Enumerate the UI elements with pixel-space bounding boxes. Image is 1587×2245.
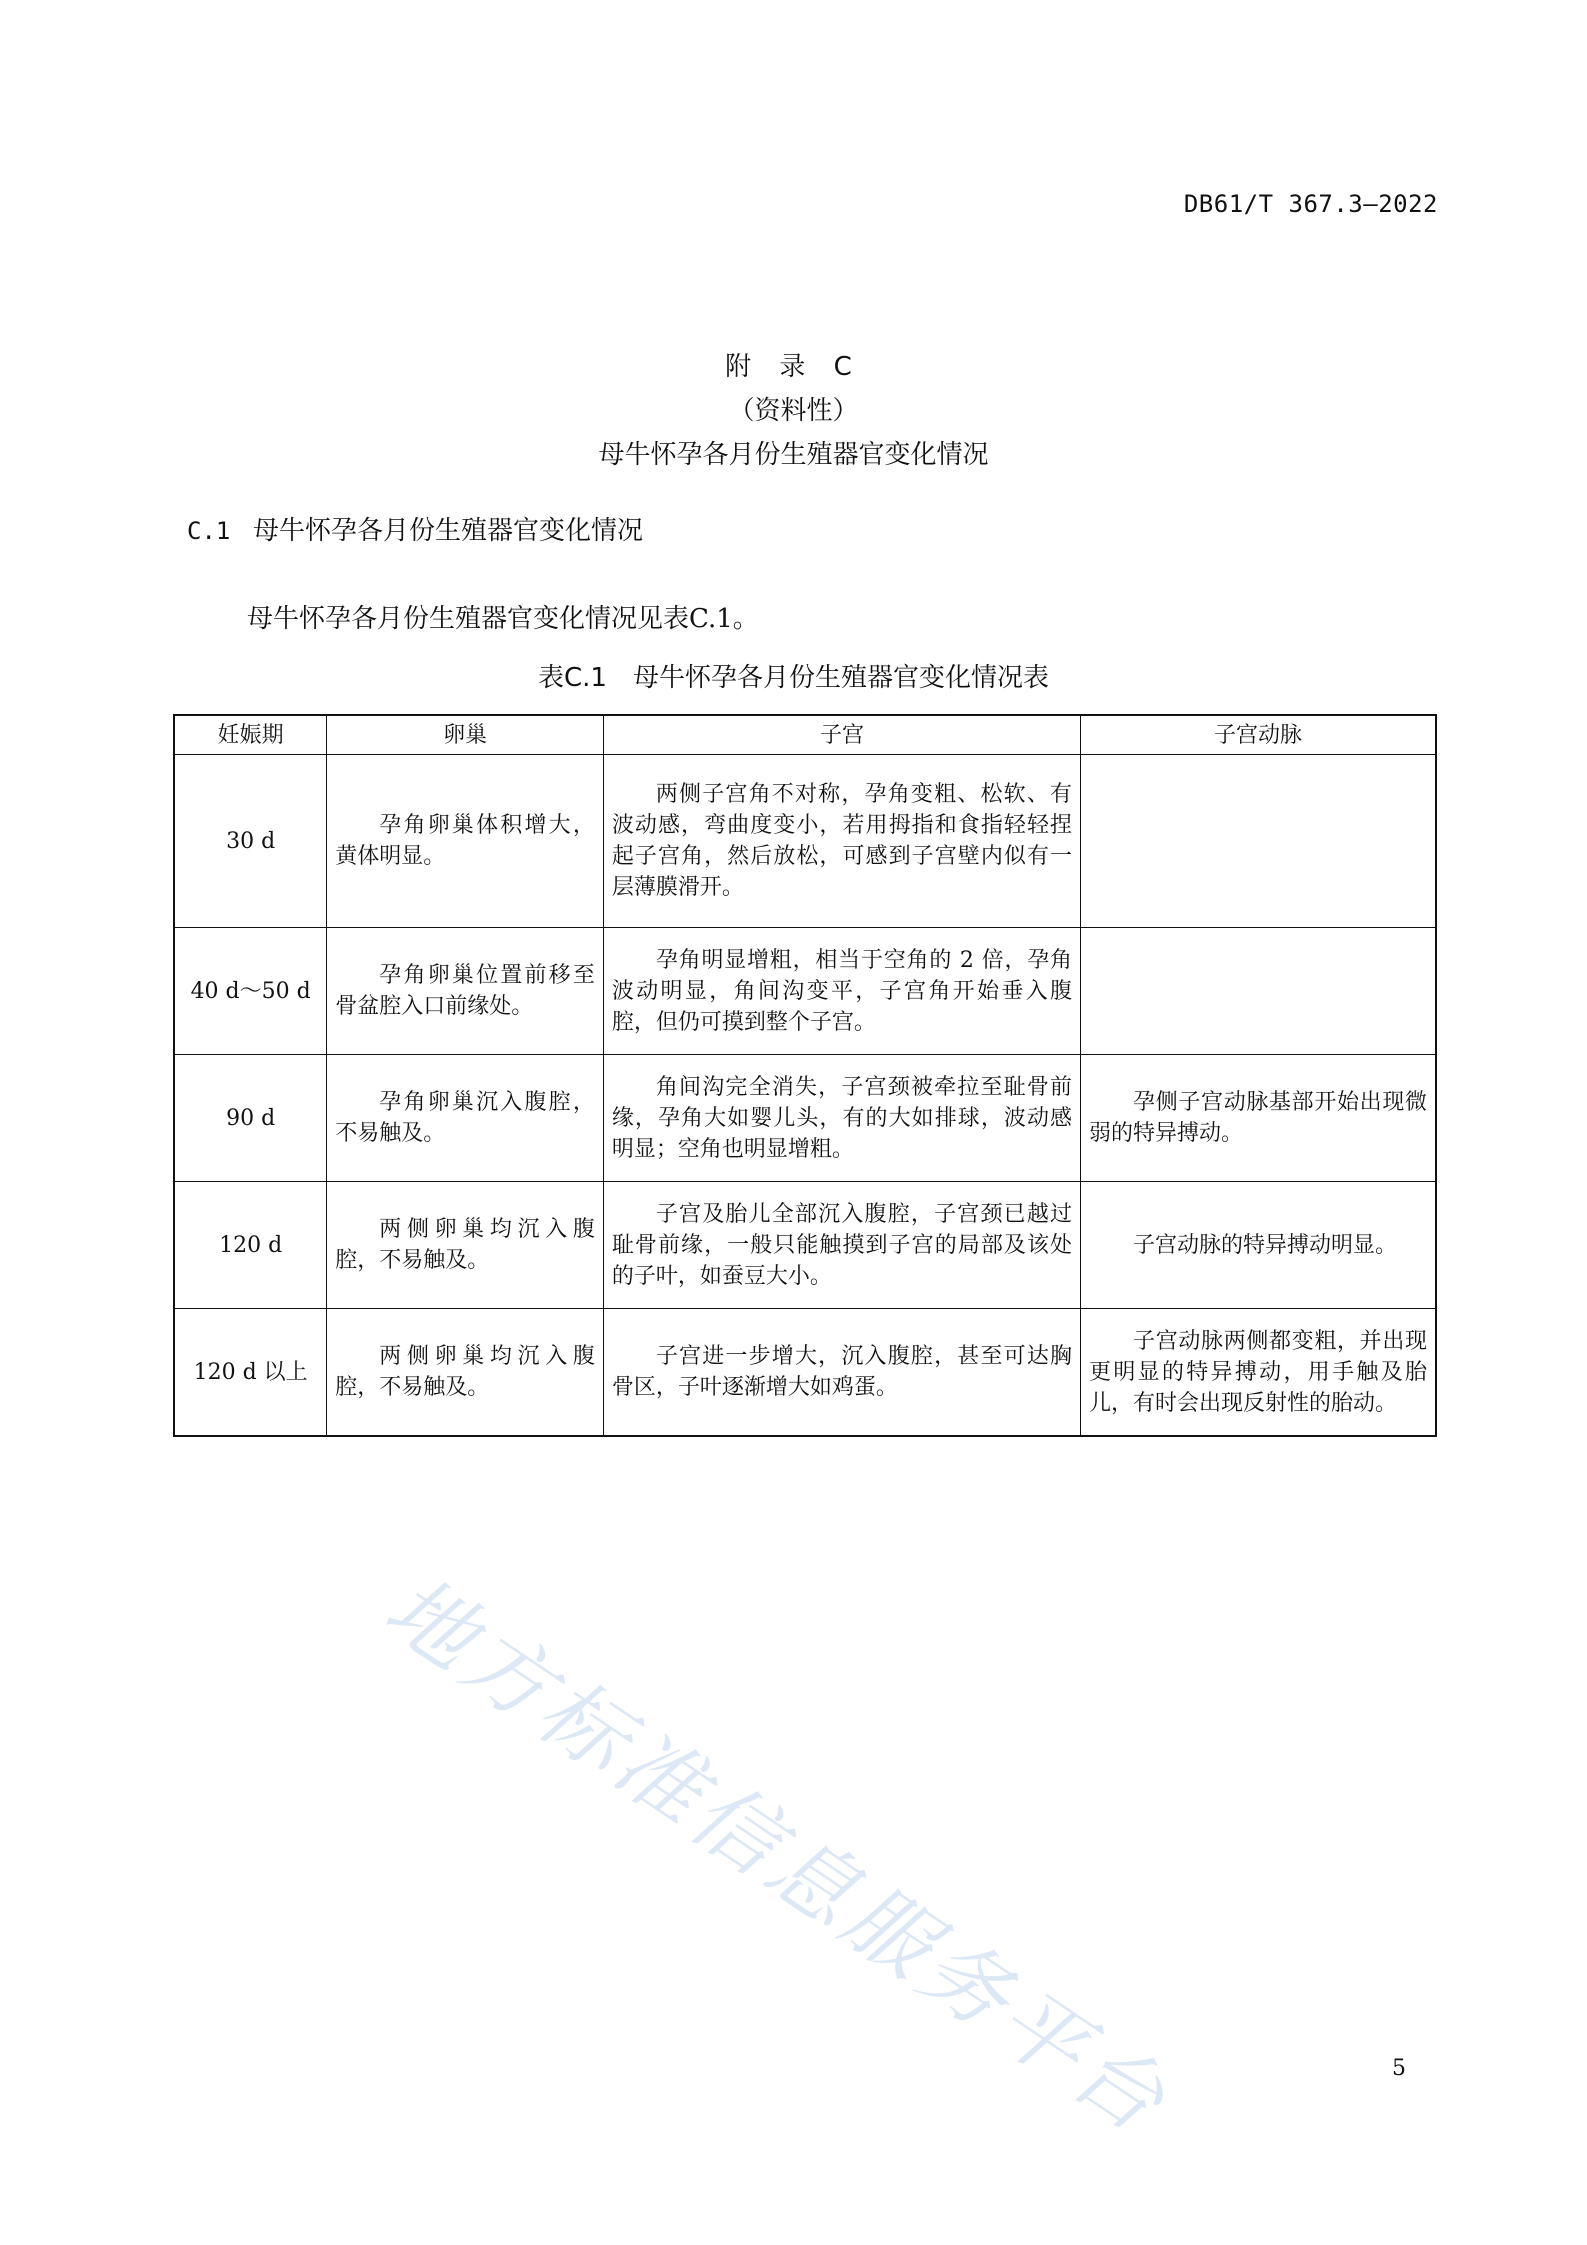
cell-period: 120 d bbox=[174, 1182, 327, 1309]
appendix-title: 附 录 C bbox=[725, 352, 862, 382]
section-body-text: 母牛怀孕各月份生殖器官变化情况见表C.1。 bbox=[247, 604, 759, 634]
table-row bbox=[174, 928, 1436, 1055]
appendix-heading bbox=[0, 345, 1587, 477]
cell-ovary: 孕角卵巢位置前移至骨盆腔入口前缘处。 bbox=[327, 928, 604, 1055]
table-row bbox=[174, 1055, 1436, 1182]
table-row bbox=[174, 755, 1436, 928]
appendix-type: （资料性） bbox=[728, 396, 859, 426]
table-header-row bbox=[174, 715, 1436, 755]
table-caption: 表C.1 母牛怀孕各月份生殖器官变化情况表 bbox=[538, 663, 1049, 693]
cell-ovary: 孕角卵巢体积增大，黄体明显。 bbox=[327, 755, 604, 928]
table-row bbox=[174, 1309, 1436, 1437]
cell-ovary: 两侧卵巢均沉入腹腔，不易触及。 bbox=[327, 1182, 604, 1309]
cell-ovary: 孕角卵巢沉入腹腔，不易触及。 bbox=[327, 1055, 604, 1182]
appendix-subtitle: 母牛怀孕各月份生殖器官变化情况 bbox=[598, 440, 989, 470]
cell-uterus: 角间沟完全消失，子宫颈被牵拉至耻骨前缘，孕角大如婴儿头，有的大如排球，波动感明显；空角也明显增粗。 bbox=[603, 1055, 1080, 1182]
header-uterine-artery: 子宫动脉 bbox=[1081, 715, 1436, 755]
document-number: DB61/T 367.3—2022 bbox=[1183, 190, 1438, 218]
section-title: 母牛怀孕各月份生殖器官变化情况 bbox=[253, 516, 644, 546]
table-row bbox=[174, 1182, 1436, 1309]
cell-uterus: 孕角明显增粗，相当于空角的 2 倍，孕角波动明显，角间沟变平，子宫角开始垂入腹腔，但仍可摸到整个子宫。 bbox=[603, 928, 1080, 1055]
cell-uterus: 两侧子宫角不对称，孕角变粗、松软、有波动感，弯曲度变小，若用拇指和食指轻轻捏起子宫角，然后放松，可感到子宫壁内似有一层薄膜滑开。 bbox=[603, 755, 1080, 928]
cell-artery bbox=[1081, 755, 1436, 928]
watermark: 地方标准信息服务平台 bbox=[367, 1557, 1187, 2155]
cell-artery bbox=[1081, 928, 1436, 1055]
cell-uterus: 子宫及胎儿全部沉入腹腔，子宫颈已越过耻骨前缘，一般只能触摸到子宫的局部及该处的子叶，如蚕豆大小。 bbox=[603, 1182, 1080, 1309]
pregnancy-changes-table bbox=[173, 714, 1437, 1437]
header-uterus: 子宫 bbox=[603, 715, 1080, 755]
header-period: 妊娠期 bbox=[174, 715, 327, 755]
cell-artery: 子宫动脉的特异搏动明显。 bbox=[1081, 1182, 1436, 1309]
cell-period: 40 d～50 d bbox=[174, 928, 327, 1055]
cell-period: 120 d 以上 bbox=[174, 1309, 327, 1437]
section-number: C.1 bbox=[187, 517, 231, 545]
page-number: 5 bbox=[1392, 2056, 1406, 2081]
cell-ovary: 两侧卵巢均沉入腹腔，不易触及。 bbox=[327, 1309, 604, 1437]
header-ovary: 卵巢 bbox=[327, 715, 604, 755]
cell-uterus: 子宫进一步增大，沉入腹腔，甚至可达胸骨区，子叶逐渐增大如鸡蛋。 bbox=[603, 1309, 1080, 1437]
section-heading bbox=[187, 510, 643, 547]
cell-period: 30 d bbox=[174, 755, 327, 928]
cell-period: 90 d bbox=[174, 1055, 327, 1182]
cell-artery: 子宫动脉两侧都变粗，并出现更明显的特异搏动，用手触及胎儿，有时会出现反射性的胎动。 bbox=[1081, 1309, 1436, 1437]
cell-artery: 孕侧子宫动脉基部开始出现微弱的特异搏动。 bbox=[1081, 1055, 1436, 1182]
